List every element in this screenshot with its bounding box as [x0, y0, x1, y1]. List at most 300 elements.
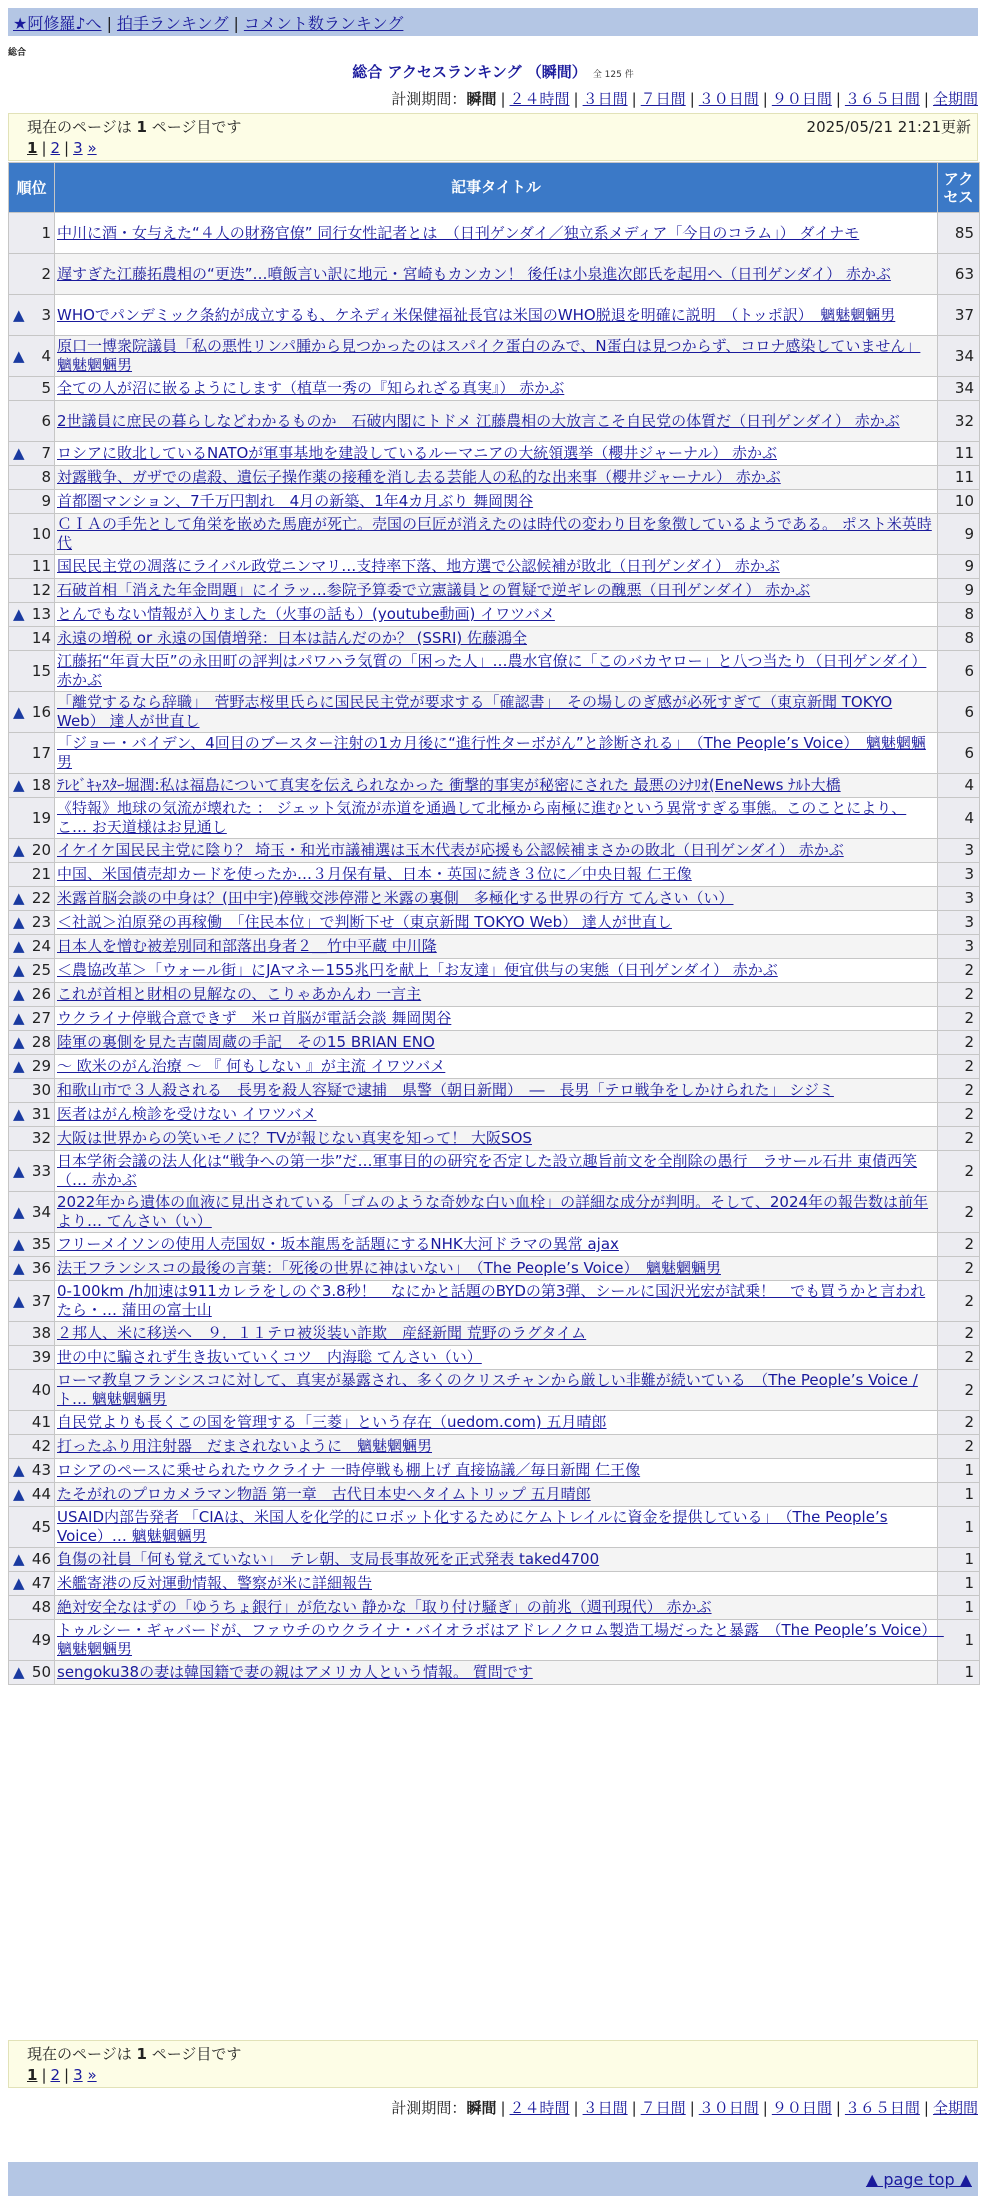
rank-number: 3 [41, 305, 51, 324]
rank-number: 17 [31, 743, 51, 762]
rank-cell [9, 839, 55, 863]
table-row [9, 651, 980, 692]
rank-cell [9, 627, 55, 651]
rank-cell [9, 213, 55, 254]
rank-number: 27 [31, 1009, 51, 1027]
access-count: 10 [938, 490, 980, 514]
page-separator: | [41, 2066, 47, 2084]
rank-number: 15 [31, 661, 51, 680]
access-count: 2 [938, 1031, 980, 1055]
access-count: 3 [938, 911, 980, 935]
title-cell [55, 442, 938, 466]
period-label: 計測期間： [391, 2099, 467, 2117]
article-title-link[interactable]: ローマ教皇フランシスコに対して、真実が暴露され、多くのクリスチャンから厳しい非難が続いている （The People’s Voice / ト… 魑魅魍魎男 [57, 1371, 918, 1408]
access-count: 4 [938, 774, 980, 798]
period-option-2[interactable]: ３日間 [582, 90, 628, 108]
period-separator: | [500, 2099, 506, 2117]
period-option-4[interactable]: ３０日間 [698, 2099, 759, 2117]
access-count: 2 [938, 1257, 980, 1281]
rank-number: 29 [31, 1057, 51, 1075]
access-count: 6 [938, 692, 980, 733]
article-title-link[interactable]: ～ 欧米のがん治療 ～ 『 何もしない 』が主流 イワツバメ [57, 1057, 446, 1075]
rank-number: 41 [31, 1413, 51, 1431]
nav-separator: | [106, 14, 112, 33]
table-row [9, 466, 980, 490]
period-option-6[interactable]: ３６５日間 [844, 90, 920, 108]
rank-cell [9, 911, 55, 935]
article-title-link[interactable]: 米露首脳会談の中身は？(田中宇)停戦交渉停滞と米露の裏側 多極化する世界の行方 てんさい（い） [57, 889, 734, 907]
article-title-link[interactable]: 「ジョー・バイデン、4回目のブースター注射の1カ月後に“進行性ターボがん”と診断される」 （The People’s Voice） 魑魅魍魎男 [57, 734, 926, 771]
period-option-2[interactable]: ３日間 [582, 2099, 628, 2117]
article-title-link[interactable]: 中国、米国債売却カードを使ったか…３月保有量、日本・英国に続き３位に／中央日報 仁王像 [57, 865, 692, 883]
title-cell [55, 935, 938, 959]
next-page-link[interactable]: » [87, 139, 97, 157]
page-link-3[interactable]: 3 [73, 2066, 83, 2084]
rank-number: 14 [31, 629, 51, 647]
access-count: 9 [938, 555, 980, 579]
table-row [9, 1459, 980, 1483]
rank-number: 31 [31, 1105, 51, 1123]
rank-number: 47 [31, 1574, 51, 1592]
article-title-link[interactable]: ロシアに敗北しているNATOが軍事基地を建設しているルーマニアの大統領選挙（櫻井ジャーナル） 赤かぶ [57, 444, 778, 462]
rank-cell [9, 1483, 55, 1507]
next-page-link[interactable]: » [87, 2066, 97, 2084]
title-cell [55, 466, 938, 490]
table-row [9, 1572, 980, 1596]
article-title-link[interactable]: 陸軍の裏側を見た吉薗周蔵の手記 その15 BRIAN ENO [57, 1033, 435, 1051]
access-count: 11 [938, 466, 980, 490]
page-top-link[interactable]: ▲ page top ▲ [865, 2170, 972, 2189]
table-row [9, 514, 980, 555]
title-cell [55, 1007, 938, 1031]
access-count: 2 [938, 1055, 980, 1079]
pager-status-suffix: ページ目です [151, 118, 242, 136]
access-count: 9 [938, 514, 980, 555]
rank-cell [9, 1322, 55, 1346]
access-count: 11 [938, 442, 980, 466]
article-title-link[interactable]: 国民民主党の凋落にライバル政党ニンマリ…支持率下落、地方選で公認候補が敗北（日刊ゲンダイ） 赤かぶ [57, 557, 780, 575]
access-count: 1 [938, 1596, 980, 1620]
pager-current-page-number: 1 [136, 2045, 147, 2063]
rank-cell [9, 983, 55, 1007]
access-count: 2 [938, 1079, 980, 1103]
rank-up-icon: ▲ [13, 444, 25, 462]
article-title-link[interactable]: 0-100km /h加速は911カレラをしのぐ3.8秒！ なにかと話題のBYDの第3弾、シールに国沢光宏が試乗！ でも買うかと言われたら・… 蒲田の富士山 [57, 1282, 926, 1319]
article-title-link[interactable]: 2022年から遺体の血液に見出されている「ゴムのような奇妙な白い血栓」の詳細な成分が判明。そして、2024年の報告数は前年より… てんさい（い） [57, 1193, 929, 1230]
article-title-link[interactable]: USAID内部告発者 「CIAは、米国人を化学的にロボット化するためにケムトレイルに資金を提供している」 （The People’s Voice）… 魑魅魍魎男 [57, 1508, 888, 1545]
rank-number: 33 [31, 1161, 51, 1180]
title-cell [55, 1079, 938, 1103]
title-cell [55, 1031, 938, 1055]
rank-cell [9, 1435, 55, 1459]
rank-cell [9, 377, 55, 401]
period-separator: | [835, 2099, 841, 2117]
access-count: 32 [938, 401, 980, 442]
rank-cell [9, 1127, 55, 1151]
comment-ranking-link[interactable]: コメント数ランキング [243, 14, 404, 33]
article-title-link[interactable]: 全ての人が沼に嵌るようにします（植草一秀の『知られざる真実』） 赤かぶ [57, 379, 565, 397]
title-cell [55, 1548, 938, 1572]
table-row [9, 887, 980, 911]
article-title-link[interactable]: 日本人を憎む被差別同和部落出身者２＿竹中平蔵 中川隆 [57, 937, 437, 955]
period-option-5[interactable]: ９０日間 [771, 90, 832, 108]
rank-number: 49 [31, 1630, 51, 1649]
article-title-link[interactable]: 負傷の社員「何も覚えていない」 テレ朝、支局長事故死を正式発表 taked4700 [57, 1550, 600, 1568]
article-title-link[interactable]: 遅すぎた江藤拓農相の“更迭”…噴飯言い訳に地元・宮崎もカンカン！ 後任は小泉進次郎氏を起用へ（日刊ゲンダイ） 赤かぶ [57, 264, 891, 283]
rank-number: 25 [31, 961, 51, 979]
article-title-link[interactable]: ﾃﾚﾋﾞｷｬｽﾀｰ堀潤:私は福島について真実を伝えられなかった 衝撃的事実が秘密にされた 最悪のｼﾅﾘｵ(EneNews ﾅﾙﾄ大橋 [57, 776, 841, 794]
rank-cell [9, 935, 55, 959]
title-cell [55, 254, 938, 295]
access-count: 2 [938, 1346, 980, 1370]
rank-number: 10 [31, 524, 51, 543]
period-separator: | [573, 2099, 579, 2117]
nav-separator: | [233, 14, 239, 33]
title-cell [55, 1055, 938, 1079]
table-row [9, 1435, 980, 1459]
article-title-link[interactable]: とんでもない情報が入りました（火事の話も）(youtube動画) イワツバメ [57, 605, 555, 623]
article-title-link[interactable]: 石破首相「消えた年金問題」にイラッ…参院予算委で立憲議員との質疑で逆ギレの醜悪（日刊ゲンダイ） 赤かぶ [57, 581, 811, 599]
title-cell [55, 798, 938, 839]
table-row [9, 1031, 980, 1055]
rank-number: 48 [31, 1598, 51, 1616]
rank-cell [9, 1370, 55, 1411]
rank-up-icon: ▲ [13, 1235, 25, 1253]
table-row [9, 1346, 980, 1370]
title-cell [55, 1483, 938, 1507]
title-cell [55, 959, 938, 983]
rank-cell [9, 1151, 55, 1192]
access-header: アクセス [938, 163, 980, 213]
title-header: 記事タイトル [55, 163, 938, 213]
rank-up-icon: ▲ [13, 1550, 25, 1568]
table-row [9, 1483, 980, 1507]
article-title-link[interactable]: 世の中に騙されず生き抜いていくコツ 内海聡 てんさい（い） [57, 1348, 482, 1366]
title-cell [55, 983, 938, 1007]
period-option-7[interactable]: 全期間 [932, 90, 978, 108]
rank-number: 20 [31, 841, 51, 859]
rank-cell [9, 490, 55, 514]
rank-up-icon: ▲ [13, 1663, 25, 1681]
period-option-4[interactable]: ３０日間 [698, 90, 759, 108]
title-cell [55, 336, 938, 377]
rank-number: 40 [31, 1380, 51, 1399]
page-link-current: 1 [27, 2066, 38, 2084]
access-count: 8 [938, 603, 980, 627]
period-option-1[interactable]: ２４時間 [509, 2099, 570, 2117]
pager-status [27, 2043, 241, 2064]
title-cell [55, 295, 938, 336]
table-header-row [9, 163, 980, 213]
rank-number: 35 [31, 1235, 51, 1253]
period-separator: | [762, 90, 768, 108]
period-separator: | [689, 90, 695, 108]
rank-cell [9, 1572, 55, 1596]
access-count: 3 [938, 839, 980, 863]
access-count: 1 [938, 1507, 980, 1548]
table-row [9, 603, 980, 627]
article-title-link[interactable]: 米艦寄港の反対運動情報、警察が米に詳細報告 [57, 1574, 373, 1592]
title-cell [55, 651, 938, 692]
rank-up-icon: ▲ [13, 937, 25, 955]
title-cell [55, 839, 938, 863]
period-separator: | [631, 2099, 637, 2117]
rank-cell [9, 579, 55, 603]
rank-number: 44 [31, 1485, 51, 1503]
rank-number: 26 [31, 985, 51, 1003]
title-cell [55, 911, 938, 935]
access-count: 3 [938, 863, 980, 887]
article-title-link[interactable]: 絶対安全なはずの「ゆうちょ銀行」が危ない 静かな「取り付け騒ぎ」の前兆（週刊現代） 赤かぶ [57, 1598, 712, 1616]
article-title-link[interactable]: 法王フランシスコの最後の言葉：「死後の世界に神はいない」 （The People’s Voice） 魑魅魍魎男 [57, 1259, 721, 1277]
article-title-link[interactable]: イケイケ国民民主党に陰り？ 埼玉・和光市議補選は玉木代表が応援も公認候補まさかの敗北（日刊ゲンダイ） 赤かぶ [57, 841, 844, 859]
table-row [9, 863, 980, 887]
rank-number: 24 [31, 937, 51, 955]
rank-cell [9, 651, 55, 692]
title-cell [55, 555, 938, 579]
access-count: 1 [938, 1548, 980, 1572]
rank-number: 2 [41, 264, 51, 283]
rank-cell [9, 1103, 55, 1127]
title-cell [55, 213, 938, 254]
period-option-1[interactable]: ２４時間 [509, 90, 570, 108]
title-cell [55, 1370, 938, 1411]
rank-cell [9, 442, 55, 466]
rank-up-icon: ▲ [13, 305, 25, 324]
table-row [9, 490, 980, 514]
period-current: 瞬間 [466, 2099, 497, 2117]
rank-number: 11 [31, 557, 51, 575]
rank-cell [9, 798, 55, 839]
title-cell [55, 401, 938, 442]
page-link-current: 1 [27, 139, 38, 157]
rank-number: 6 [41, 411, 51, 430]
period-separator: | [923, 2099, 929, 2117]
rank-cell [9, 1281, 55, 1322]
period-option-7[interactable]: 全期間 [932, 2099, 978, 2117]
page-link-3[interactable]: 3 [73, 139, 83, 157]
article-title-link[interactable]: ＜社説＞泊原発の再稼働 「住民本位」で判断下せ（東京新聞 TOKYO Web） 達人が世直し [57, 913, 672, 931]
rank-cell [9, 1079, 55, 1103]
rank-number: 45 [31, 1517, 51, 1536]
rank-cell [9, 1620, 55, 1661]
article-title-link[interactable]: 「離党するなら辞職」 菅野志桜里氏らに国民民主党が要求する「確認書」 その場しのぎ感が必死すぎて（東京新聞 TOKYO Web） 達人が世直し [57, 693, 893, 730]
rank-cell [9, 555, 55, 579]
rank-number: 19 [31, 808, 51, 827]
access-count: 1 [938, 1620, 980, 1661]
table-row [9, 1281, 980, 1322]
rank-cell [9, 514, 55, 555]
article-title-link[interactable]: 日本学術会議の法人化は“戦争への第一歩”だ…軍事目的の研究を否定した設立趣旨前文を全削除の愚行 ラサール石井 東債西笑（… 赤かぶ [57, 1152, 918, 1189]
period-selector-top [391, 88, 978, 109]
rank-number: 21 [31, 865, 51, 883]
page-link-2[interactable]: 2 [50, 2066, 61, 2084]
title-cell [55, 1322, 938, 1346]
table-row [9, 254, 980, 295]
pager-status-suffix: ページ目です [151, 2045, 242, 2063]
article-title-link[interactable]: 永遠の増税 or 永遠の国債増発：日本は詰んだのか？ (SSRI) 佐藤鴻全 [57, 629, 528, 647]
period-option-3[interactable]: ７日間 [640, 90, 686, 108]
rank-number: 5 [41, 379, 51, 397]
article-title-link[interactable]: たそがれのプロカメラマン物語 第一章 古代日本史へタイムトリップ 五月晴郎 [57, 1485, 591, 1503]
table-row [9, 1103, 980, 1127]
table-row [9, 442, 980, 466]
access-count: 1 [938, 1483, 980, 1507]
article-title-link[interactable]: ＜農協改革＞「ウォール街」にJAマネー155兆円を献上「お友達」便宜供与の実態（日刊ゲンダイ） 赤かぶ [57, 961, 778, 979]
rank-number: 22 [31, 889, 51, 907]
rank-number: 28 [31, 1033, 51, 1051]
title-cell [55, 1661, 938, 1685]
title-cell [55, 627, 938, 651]
rank-up-icon: ▲ [13, 776, 25, 794]
rank-cell [9, 254, 55, 295]
ranking-table [8, 162, 980, 1685]
access-count: 2 [938, 1435, 980, 1459]
rank-up-icon: ▲ [13, 1574, 25, 1592]
table-row [9, 377, 980, 401]
article-title-link[interactable]: 打ったふり用注射器 だまされないように 魑魅魍魎男 [57, 1437, 433, 1455]
access-count: 34 [938, 377, 980, 401]
rank-up-icon: ▲ [13, 1057, 25, 1075]
title-cell [55, 1572, 938, 1596]
article-title-link[interactable]: 江藤拓“年貢大臣”の永田町の評判はパワハラ気質の「困った人」…農水官僚に「このバカヤロー」と八つ当たり（日刊ゲンダイ） 赤かぶ [57, 652, 927, 689]
article-title-link[interactable]: ロシアのペースに乗せられたウクライナ 一時停戦も棚上げ 直接協議／毎日新聞 仁王像 [57, 1461, 641, 1479]
access-count: 6 [938, 651, 980, 692]
table-row [9, 1079, 980, 1103]
table-row [9, 839, 980, 863]
period-option-3[interactable]: ７日間 [640, 2099, 686, 2117]
rank-number: 30 [31, 1081, 51, 1099]
access-count: 8 [938, 627, 980, 651]
article-title-link[interactable]: 2世議員に庶民の暮らしなどわかるものか 石破内閣にトドメ 江藤農相の大放言こそ自民党の体質だ（日刊ゲンダイ） 赤かぶ [57, 411, 900, 430]
table-row [9, 733, 980, 774]
rank-up-icon: ▲ [13, 1259, 25, 1277]
title-cell [55, 1127, 938, 1151]
article-title-link[interactable]: 医者はがん検診を受けない イワツバメ [57, 1105, 317, 1123]
period-current: 瞬間 [466, 90, 497, 108]
updated-time: 2025/05/21 21:21更新 [806, 118, 971, 136]
rank-up-icon: ▲ [13, 1461, 25, 1479]
rank-up-icon: ▲ [13, 605, 25, 623]
period-option-6[interactable]: ３６５日間 [844, 2099, 920, 2117]
rank-cell [9, 1192, 55, 1233]
period-separator: | [923, 90, 929, 108]
article-title-link[interactable]: ＣＩＡの手先として角栄を嵌めた馬鹿が死亡。売国の巨匠が消えたのは時代の変わり目を象徴しているようである。 ポスト米英時代 [57, 515, 932, 552]
page-link-2[interactable]: 2 [50, 139, 61, 157]
access-count: 9 [938, 579, 980, 603]
rank-cell [9, 774, 55, 798]
article-title-link[interactable]: 対露戦争、ガザでの虐殺、遺伝子操作薬の接種を消し去る芸能人の私的な出来事（櫻井ジャーナル） 赤かぶ [57, 468, 781, 486]
article-title-link[interactable]: 和歌山市で３人殺される 長男を殺人容疑で逮捕 県警（朝日新聞） ― 長男「テロ戦争をしかけられた」 シジミ [57, 1081, 834, 1099]
period-selector-bottom [391, 2097, 978, 2118]
access-count: 2 [938, 1103, 980, 1127]
rank-cell [9, 863, 55, 887]
page-links [27, 2066, 97, 2084]
period-separator: | [573, 90, 579, 108]
title-cell [55, 1257, 938, 1281]
access-count: 2 [938, 1370, 980, 1411]
access-count: 2 [938, 1233, 980, 1257]
rank-cell [9, 1007, 55, 1031]
table-row [9, 1322, 980, 1346]
page-separator: | [64, 139, 70, 157]
pager-status-prefix: 現在のページは [27, 2045, 132, 2063]
access-count: 3 [938, 935, 980, 959]
rank-cell [9, 603, 55, 627]
bottom-bar [8, 2162, 978, 2196]
rank-cell [9, 1233, 55, 1257]
rank-number: 42 [31, 1437, 51, 1455]
rank-header: 順位 [9, 163, 55, 213]
article-title-link[interactable]: 首都圏マンション、7千万円割れ 4月の新築、1年4カ月ぶり 舞岡関谷 [57, 492, 534, 510]
article-title-link[interactable]: これが首相と財相の見解なの、こりゃあかんわ 一言主 [57, 985, 422, 1003]
rank-cell [9, 1346, 55, 1370]
article-title-link[interactable]: 《特報》地球の気流が壊れた ： ジェット気流が赤道を通過して北極から南極に進むという異常すぎる事態。このことにより、こ… お天道様はお見通し [57, 799, 907, 836]
rank-up-icon: ▲ [13, 1202, 25, 1221]
category-label: 総合 [8, 48, 27, 58]
access-count: 85 [938, 213, 980, 254]
access-count: 1 [938, 1661, 980, 1685]
title-cell [55, 863, 938, 887]
table-row [9, 1548, 980, 1572]
rank-up-icon: ▲ [13, 1485, 25, 1503]
article-title-link[interactable]: 自民党よりも長くこの国を管理する「三菱」という存在（uedom.com) 五月晴郎 [57, 1413, 607, 1431]
title-cell [55, 1346, 938, 1370]
rank-cell [9, 336, 55, 377]
asyura-home-link[interactable]: ★阿修羅♪へ [13, 14, 102, 33]
table-row [9, 295, 980, 336]
pager-top [8, 113, 978, 161]
rank-cell [9, 466, 55, 490]
article-title-link[interactable]: トゥルシー・ギャバードが、ファウチのウクライナ・バイオラボはアドレノクロム製造工場だったと暴露 （The People’s Voice） 魑魅魍魎男 [57, 1621, 944, 1658]
period-separator: | [689, 2099, 695, 2117]
title-cell [55, 692, 938, 733]
table-row [9, 1055, 980, 1079]
article-title-link[interactable]: ウクライナ停戦合意できず 米ロ首脳が電話会談 舞岡関谷 [57, 1009, 452, 1027]
applause-ranking-link[interactable]: 拍手ランキング [116, 14, 229, 33]
table-row [9, 579, 980, 603]
table-row [9, 1127, 980, 1151]
title-cell [55, 887, 938, 911]
rank-cell [9, 295, 55, 336]
rank-number: 34 [31, 1202, 51, 1221]
rank-number: 39 [31, 1348, 51, 1366]
article-title-link[interactable]: sengoku38の妻は韓国籍で妻の親はアメリカ人という情報。 質問です [57, 1663, 533, 1681]
access-count: 34 [938, 336, 980, 377]
table-row [9, 774, 980, 798]
access-count: 2 [938, 1411, 980, 1435]
rank-number: 43 [31, 1461, 51, 1479]
article-title-link[interactable]: フリーメイソンの使用人売国奴・坂本龍馬を話題にするNHK大河ドラマの異常 ajax [57, 1235, 619, 1253]
article-title-link[interactable]: 原口一博衆院議員「私の悪性リンパ腫から見つかったのはスパイク蛋白のみで、N蛋白は見つからず、コロナ感染していません」 魑魅魍魎男 [57, 337, 921, 374]
rank-number: 36 [31, 1259, 51, 1277]
period-option-5[interactable]: ９０日間 [771, 2099, 832, 2117]
table-row [9, 798, 980, 839]
access-count: 2 [938, 1192, 980, 1233]
article-title-link[interactable]: WHOでパンデミック条約が成立するも、ケネディ米保健福祉長官は米国のWHO脱退を明確に説明 （トッポ訳） 魑魅魍魎男 [57, 305, 896, 324]
rank-up-icon: ▲ [13, 841, 25, 859]
pager-status [27, 116, 241, 137]
article-title-link[interactable]: ２邦人、米に移送へ ９．１１テロ被災装い詐欺 産経新聞 荒野のラグタイム [57, 1324, 587, 1342]
rank-number: 38 [31, 1324, 51, 1342]
article-title-link[interactable]: 中川に酒・女与えた“４人の財務官僚” 同行女性記者とは （日刊ゲンダイ／独立系メディア「今日のコラム」） ダイナモ [57, 223, 860, 242]
rank-cell [9, 1507, 55, 1548]
access-count: 2 [938, 1127, 980, 1151]
access-count: 37 [938, 295, 980, 336]
rank-number: 46 [31, 1550, 51, 1568]
rank-cell [9, 692, 55, 733]
article-title-link[interactable]: 大阪は世界からの笑いモノに？TVが報じない真実を知って！ 大阪SOS [57, 1129, 532, 1147]
